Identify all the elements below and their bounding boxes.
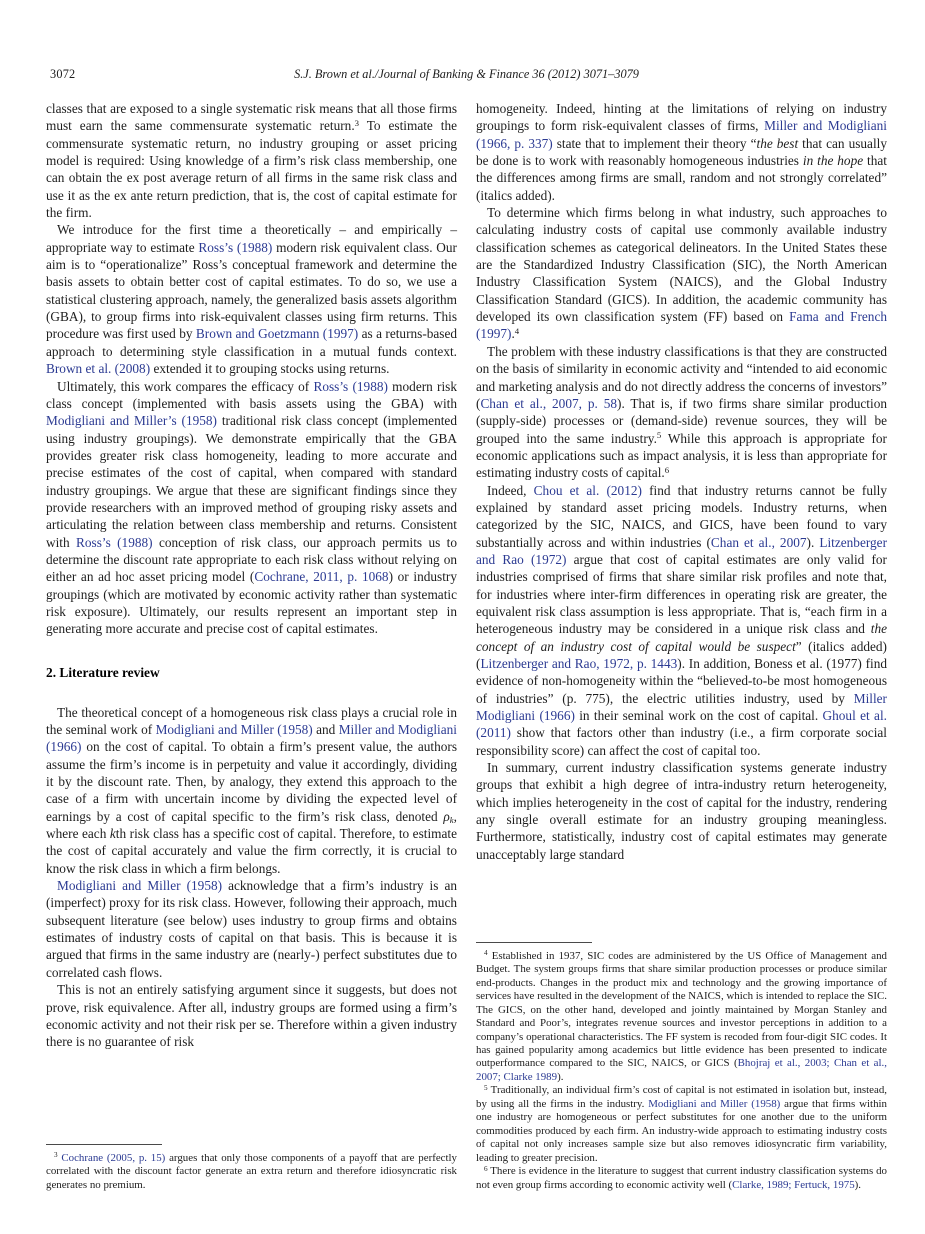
text-run: state that to implement their theory “ — [552, 135, 757, 151]
text-run: in their seminal work on the cost of capital. — [574, 708, 823, 724]
text-run: We introduce for the first time a theoretically – and empirically – appropriate way to estimate — [46, 222, 457, 255]
paragraph — [46, 981, 457, 1050]
page-header — [50, 67, 883, 83]
footnote-marker: 5 — [484, 1083, 488, 1092]
text-run: To estimate the commensurate systematic return, no industry grouping or asset pricing model is required: Using knowledge of a firm’s risk class membership, one can obtain the ex post average return of all firms in the same risk class and use it as the ex ante return prediction, that is, the cost of capital estimate for the firm. — [46, 118, 457, 221]
right-column — [476, 100, 887, 1192]
text-run: find that industry returns cannot be fully explained by standard asset pricing models. Industry returns, when categorized by the SIC, NAICS, and GICS, have been found to vary substantially across and within industries ( — [476, 482, 888, 550]
italic-text: in the hope — [802, 153, 864, 169]
citation-link[interactable]: Ross’s (1988) — [76, 534, 153, 550]
italic-text: ρ — [443, 808, 450, 824]
citation-link[interactable]: Miller and Modigliani (1966) — [46, 722, 457, 755]
text-run: ). — [806, 534, 820, 550]
text-run: extended it to grouping stocks using returns. — [150, 361, 390, 377]
right-column-footnotes — [476, 942, 887, 1192]
text-run: show that factors other than industry (i.e., a firm corporate social responsibility score) can affect the cost of capital too. — [476, 725, 887, 758]
text-run: Ultimately, this work compares the efficacy of — [57, 378, 314, 394]
footnote-marker: 3 — [354, 118, 360, 129]
italic-text: k — [109, 826, 116, 842]
text-run: argue that cost of capital estimates are only valid for industries comprised of firms that share similar risk profiles and note that, for industries where inter-firm differences in operating risk are greater, the equivalent risk class assumption is less appropriate. That is, “each firm in a heterogeneous industry may be considered in a unique risk class and — [476, 551, 887, 637]
text-run: There is evidence in the literature to suggest that current industry classification systems do not even group firms according to economic activity well ( — [476, 1165, 887, 1191]
footnote — [476, 1165, 887, 1192]
text-run: The theoretical concept of a homogeneous risk class plays a crucial role in the seminal work of — [46, 704, 457, 737]
footnote — [476, 950, 887, 1085]
left-footnote-list — [46, 1152, 457, 1192]
text-run: modern risk class concept (implemented with basis assets using the GBA) with — [46, 378, 457, 411]
citation-link[interactable]: Cochrane, 2011, p. 1068 — [254, 569, 389, 585]
paragraph — [476, 759, 887, 863]
text-run: acknowledge that a firm’s industry is an (imperfect) proxy for its risk class. However, following their approach, much subsequent literature (see below) uses industry to group firms and obtains estimates of industry costs of capital on that basis. This is because it is argued that firms in the same industry are (nearly-) perfect substitutes due to correlated cash flows. — [46, 878, 457, 980]
text-run: on the cost of capital. To obtain a firm’s present value, the authors assume the firm’s income is in perpetuity and value it accordingly, dividing it by the discount rate. Then, by analogy, they extend this approach to the case of a firm with uncertain income by dividing the expected level of earnings by a cost of capital specific to the firm’s risk class, denoted — [46, 739, 457, 824]
paragraph — [46, 704, 457, 877]
footnote-marker: 5 — [656, 430, 662, 441]
text-run: This is not an entirely satisfying argument since it suggests, but does not prove, risk equivalence. After all, industry groups are formed using a firm’s economic activity and not their risk per se. Therefore within a given industry there is no guarantee of risk — [46, 982, 457, 1050]
citation-link[interactable]: Modigliani and Miller (1958) — [648, 1097, 781, 1110]
citation-link[interactable]: Chan et al., 2007, p. 58 — [480, 395, 618, 411]
footnote — [46, 1152, 457, 1192]
text-run: Established in 1937, SIC codes are administered by the US Office of Management and Budget. The system groups firms that share similar production processes or produce similar end-products. Changes in the product mix and technology and the growing importance of services have resulted in the development of the NAICS, which is intended to replace the SIC. The GICS, on the other hand, developed and jointly maintained by Morgan Stanley and Standard and Poor’s, integrates revenue sources and investor perceptions in addition to a company’s operational characteristics. The FF system is recoded from four-digit SIC codes. It has gained popularity among academics but little evidence has been presented to indicate outperformance compared to the SIC, NAICS, or GICS ( — [476, 949, 888, 1070]
paragraph — [476, 482, 887, 760]
footnote-marker: 6 — [664, 465, 670, 476]
footnote-rule — [476, 942, 592, 943]
page-number: 3072 — [50, 67, 76, 81]
paragraph — [46, 877, 457, 981]
citation-link[interactable]: Modigliani and Miller (1958) — [155, 722, 313, 737]
text-run: argues that only those components of a payoff that are perfectly correlated with the discount factor generate an extra return and therefore idiosyncratic risk generates no premium. — [46, 1151, 457, 1191]
citation-link[interactable]: Brown et al. (2008) — [46, 361, 151, 377]
text-run: ) or industry groupings (which are motivated by economic activity rather than systematic risk exposure). Ultimately, our results represent an important step in generating more accurate and precise cost of capital estimates. — [46, 569, 457, 637]
text-run: . — [511, 326, 515, 342]
citation-link[interactable]: Litzenberger and Rao, 1972, p. 1443 — [480, 656, 678, 671]
text-run: While this approach is appropriate for economic applications such as impact analysis, it is less than appropriate for estimating industry costs of capital. — [476, 430, 887, 481]
text-run: th risk class has a specific cost of capital. Therefore, to estimate the cost of capital accurately and value the firm correctly, it is crucial to know the risk class in which a firm belongs. — [46, 826, 457, 876]
left-column — [46, 100, 457, 1192]
text-run: ). — [854, 1178, 862, 1191]
text-run: modern risk equivalent class. Our aim is to “operationalize” Ross’s conceptual framework and determine the basis assets to obtain better cost of capital estimates. To do so, we use a statistical clustering approach, namely, the generalized basis assets algorithm (GBA), to group firms into risk-equivalent classes using firm returns. This procedure was first used by — [46, 239, 457, 342]
text-run: Traditionally, an individual firm’s cost of capital is not estimated in isolation but, instead, by using all the firms in the industry. — [476, 1084, 887, 1110]
text-run: as a returns-based approach to determining style classification in a mutual funds context. — [46, 326, 458, 359]
text-run: To determine which firms belong in what industry, such approaches to calculating industry costs of capital use commonly available industry classification schemes as categorical delineators. In the United States these are the Standardized Industry Classification (SIC), the North American Industry Classification System (NAICS), and the Global Industry Classification Standard (GICS). In addition, the academic community has developed its own classification system (FF) based on — [476, 205, 887, 325]
citation-link[interactable]: Modigliani and Miller (1958) — [57, 878, 223, 894]
citation-link[interactable]: Bhojraj et al., 2003; Chan et al., 2007; Clarke 1989 — [476, 1057, 887, 1083]
citation-link[interactable]: Ghoul et al. (2011) — [476, 708, 887, 741]
text-run: argue that firms within one industry are homogeneous or perfect substitutes for one another due to the uniform commodities produced by each firm. An industry-wide approach to estimating industry costs of capital not only increases sample size but also removes idiosyncratic firm variability, leading to greater precision. — [476, 1097, 887, 1164]
citation-link[interactable]: Miller Modigliani (1966) — [476, 690, 887, 724]
paragraph — [476, 343, 887, 482]
text-run: and — [312, 722, 339, 737]
citation-link[interactable]: Cochrane (2005, p. 15) — [61, 1151, 166, 1164]
footnote-marker: 4 — [484, 949, 488, 958]
footnote-marker: 3 — [54, 1151, 58, 1160]
citation-link[interactable]: Ross’s (1988) — [313, 378, 388, 394]
subscript: k — [449, 814, 454, 825]
paragraph — [476, 100, 887, 204]
left-column-footnotes — [46, 1144, 457, 1192]
right-column-body — [476, 100, 887, 863]
section-heading: 2. Literature review — [46, 664, 160, 680]
italic-text: the concept of an industry cost of capital would be suspect — [476, 621, 887, 654]
running-head: S.J. Brown et al./Journal of Banking & Finance 36 (2012) 3071–3079 — [294, 67, 639, 81]
paragraph — [476, 204, 887, 343]
paragraph — [46, 378, 457, 638]
text-run: ). That is, if two firms share similar production (supply-side) processes or (demand-side) revenue sources, they will be grouped into the same industry. — [476, 395, 887, 446]
text-run: that can usually be done is to work with reasonably homogeneous industries — [476, 135, 887, 169]
paragraph — [46, 221, 457, 377]
text-run: ). — [557, 1070, 564, 1083]
italic-text: the best — [756, 135, 799, 151]
citation-link[interactable]: Miller and Modigliani (1966, p. 337) — [476, 118, 887, 151]
text-run: homogeneity. Indeed, hinting at the limitations of relying on industry groupings to form risk-equivalent classes of firms, — [476, 101, 887, 134]
citation-link[interactable]: Modigliani and Miller’s (1958) — [46, 413, 217, 429]
citation-link[interactable]: Ross’s (1988) — [198, 239, 273, 255]
footnote-marker: 4 — [514, 326, 520, 337]
citation-link[interactable]: Brown and Goetzmann (1997) — [195, 326, 359, 342]
text-run: In summary, current industry classification systems generate industry groups that exhibit a high degree of intra-industry return heterogeneity, which implies heterogeneity in the cost of capital for the industry, rendering any single overall estimate for an industry grouping meaningless. Furthermore, statistically, industry cost of capital estimates may generate unacceptably large standard — [476, 760, 887, 862]
text-run: , where each — [46, 808, 457, 842]
right-footnote-list — [476, 950, 887, 1192]
left-column-body — [46, 100, 457, 1051]
text-run: ). In addition, Boness et al. (1977) find evidence of non-homogeneity within the “believed-to-be most homogeneous of industries” (p. 775), the electric utilities industry, used by — [476, 656, 887, 706]
footnote-marker: 6 — [484, 1164, 488, 1173]
citation-link[interactable]: Chou et al. (2012) — [533, 482, 642, 498]
text-run: conception of risk class, our approach permits us to determine the discount rate appropriate to each risk class without relying on either an ad hoc asset pricing model ( — [46, 534, 457, 585]
text-run: Indeed, — [487, 482, 534, 498]
text-run: that the differences among firms are small, random and not strongly correlated” (italics added). — [476, 153, 887, 203]
footnote-rule — [46, 1144, 162, 1145]
text-run: The problem with these industry classifications is that they are constructed on the basis of similarity in economic activity and “intended to aid economic and marketing analysis and do not directly address the concerns of investors” ( — [476, 343, 887, 411]
text-run: ” (italics added) ( — [476, 638, 887, 671]
citation-link[interactable]: Clarke, 1989; Fertuck, 1975 — [732, 1178, 855, 1191]
citation-link[interactable]: Chan et al., 2007 — [710, 534, 807, 550]
footnote — [476, 1084, 887, 1165]
citation-link[interactable]: Litzenberger and Rao (1972) — [476, 534, 888, 567]
citation-link[interactable]: Fama and French (1997) — [476, 309, 888, 342]
paragraph — [46, 100, 457, 221]
text-run: classes that are exposed to a single systematic risk means that all those firms must earn the same commensurate systematic return. — [46, 101, 457, 134]
text-run: traditional risk class concept (implemented using industry groupings). We demonstrate empirically that the GBA provides greater risk class homogeneity, leading to more accurate and precise estimates of the cost of capital, when compared with standard industry groupings. We argue that these are significant findings since they provide researchers with an improved method of grouping risky assets and articulating the relation between class membership and returns. Consistent with — [46, 413, 457, 550]
